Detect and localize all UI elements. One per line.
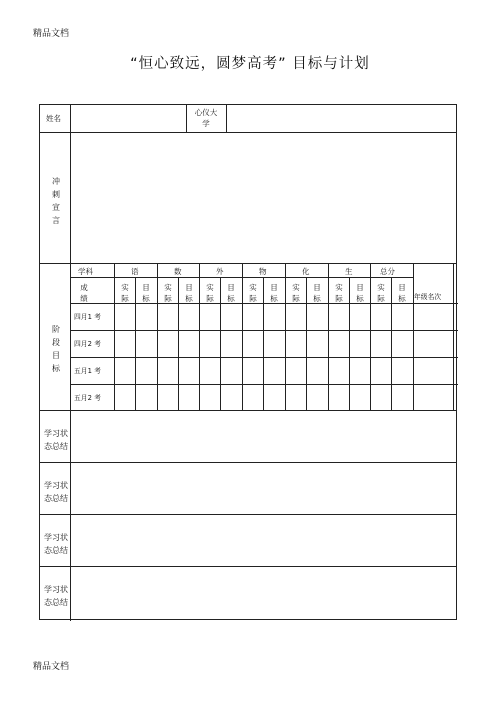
actual-header: 实际 xyxy=(292,283,300,303)
grid-line xyxy=(328,264,329,410)
grid-line xyxy=(413,264,414,410)
target-header: 目标 xyxy=(398,283,406,303)
summary-field[interactable] xyxy=(73,413,453,459)
stage-label: 阶段目标 xyxy=(52,325,60,373)
row-divider xyxy=(40,566,456,567)
goal-plan-form xyxy=(39,104,457,620)
subject-name: 总分 xyxy=(380,267,395,276)
page-title: “恒心致远，圆梦高考” 目标与计划 xyxy=(130,56,370,72)
subject-name: 外 xyxy=(216,267,224,276)
exam-row-label: 五月2 考 xyxy=(74,394,101,402)
grid-line xyxy=(135,277,136,410)
row-divider xyxy=(40,132,456,133)
grid-line xyxy=(157,264,158,410)
grid-line xyxy=(370,264,371,410)
grid-line xyxy=(391,277,392,410)
name-label: 姓名 xyxy=(46,114,61,123)
target-header: 目标 xyxy=(142,283,150,303)
grid-line xyxy=(349,277,350,410)
grid-line xyxy=(114,264,115,410)
subject-header: 学科 xyxy=(78,267,93,276)
exam-row-label: 五月1 考 xyxy=(74,367,101,375)
subject-name: 生 xyxy=(345,267,353,276)
school-label: 心仪大学 xyxy=(194,108,218,128)
grid-line xyxy=(178,277,179,410)
grid-line xyxy=(71,384,458,385)
declaration-field[interactable] xyxy=(73,135,453,260)
target-header: 目标 xyxy=(185,283,193,303)
target-header: 目标 xyxy=(227,283,235,303)
actual-header: 实际 xyxy=(206,283,214,303)
actual-header: 实际 xyxy=(121,283,129,303)
grid-line xyxy=(71,330,458,331)
grid-line xyxy=(220,277,221,410)
grid-line xyxy=(71,357,458,358)
subject-name: 物 xyxy=(259,267,267,276)
grid-line xyxy=(285,264,286,410)
subject-name: 数 xyxy=(174,267,182,276)
target-header: 目标 xyxy=(313,283,321,303)
actual-header: 实际 xyxy=(377,283,385,303)
summary-label: 学习状态总结 xyxy=(44,533,68,555)
page-footer: 精品文档 xyxy=(33,662,70,672)
row-divider xyxy=(40,462,456,463)
name-field[interactable] xyxy=(72,107,184,130)
name-row-divider xyxy=(226,105,227,132)
name-row-divider xyxy=(186,105,187,132)
grid-line xyxy=(199,264,200,410)
summary-label: 学习状态总结 xyxy=(44,429,68,451)
actual-header: 实际 xyxy=(164,283,172,303)
grid-line xyxy=(242,264,243,410)
row-divider xyxy=(40,514,456,515)
row-divider xyxy=(40,410,456,411)
grid-line xyxy=(263,277,264,410)
summary-field[interactable] xyxy=(73,517,453,563)
summary-field[interactable] xyxy=(73,465,453,511)
target-header: 目标 xyxy=(270,283,278,303)
subject-name: 语 xyxy=(131,267,139,276)
rank-header: 年级名次 xyxy=(414,293,442,301)
summary-label: 学习状态总结 xyxy=(44,481,68,503)
target-header: 目标 xyxy=(356,283,364,303)
actual-header: 实际 xyxy=(335,283,343,303)
summary-label: 学习状态总结 xyxy=(44,585,68,607)
declaration-label: 冲刺宣言 xyxy=(52,177,60,225)
grid-line xyxy=(306,277,307,410)
score-grid xyxy=(71,264,458,410)
score-header: 成绩 xyxy=(80,283,88,303)
summary-field[interactable] xyxy=(73,569,453,617)
subject-name: 化 xyxy=(302,267,310,276)
school-field[interactable] xyxy=(228,107,454,130)
exam-row-label: 四月2 考 xyxy=(74,340,101,348)
exam-row-label: 四月1 考 xyxy=(74,313,101,321)
actual-header: 实际 xyxy=(249,283,257,303)
grid-line xyxy=(453,264,454,410)
page-header: 精品文档 xyxy=(33,29,70,39)
